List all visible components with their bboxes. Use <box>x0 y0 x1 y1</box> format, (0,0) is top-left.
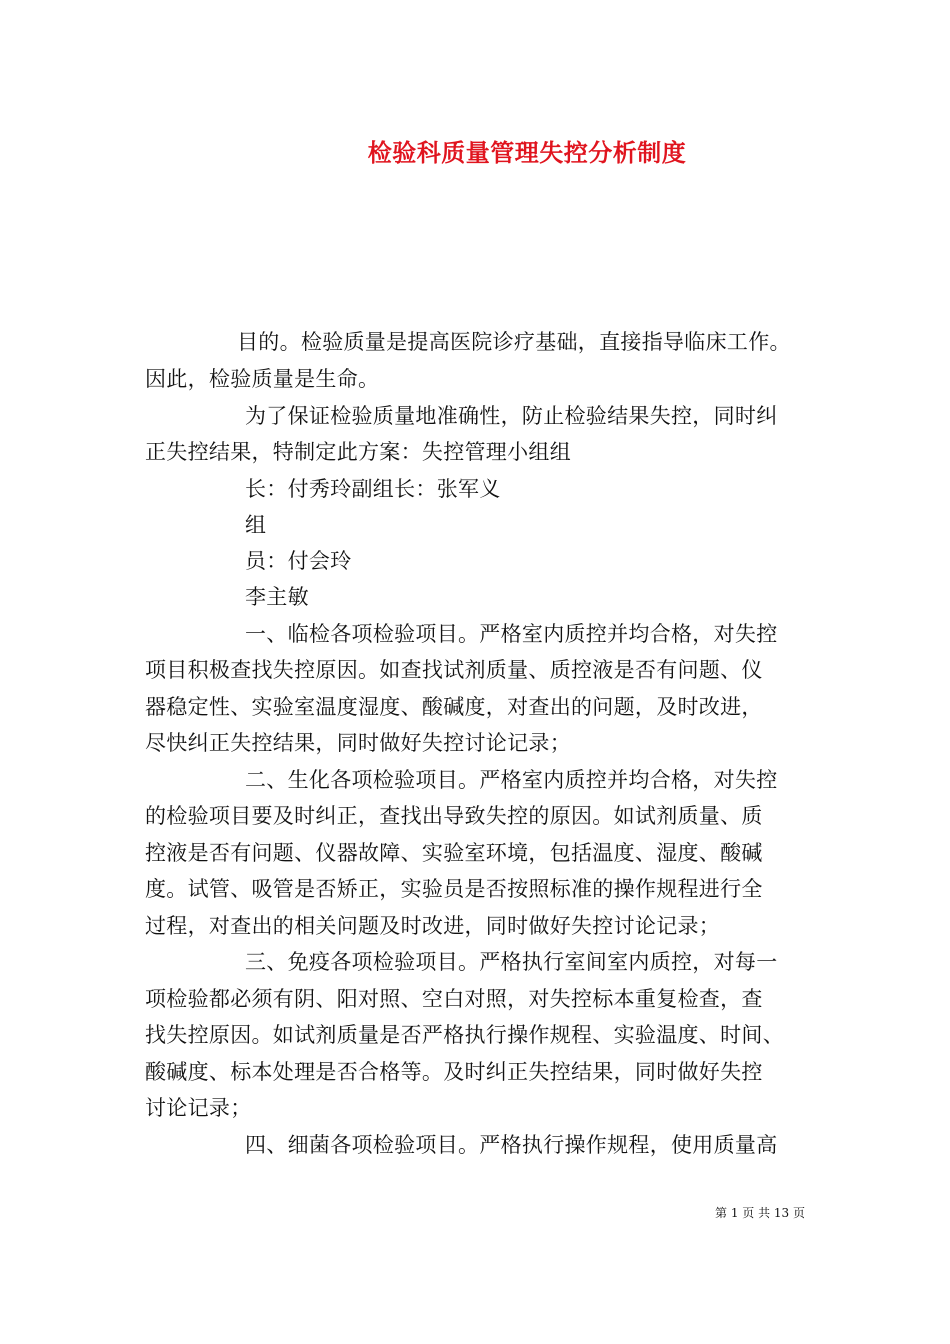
body-line-20: 找失控原因。如试剂质量是否严格执行操作规程、实验温度、时间、 <box>145 1023 784 1047</box>
body-line-5: 长：付秀玲副组长：张军义 <box>245 477 501 501</box>
body-line-17: 过程，对查出的相关问题及时改进，同时做好失控讨论记录； <box>145 914 721 938</box>
body-line-1: 目的。检验质量是提高医院诊疗基础，直接指导临床工作。 <box>237 330 791 354</box>
body-line-19: 项检验都必须有阴、阳对照、空白对照，对失控标本重复检查，查 <box>145 987 763 1011</box>
document-title: 检验科质量管理失控分析制度 <box>367 138 687 167</box>
body-line-18: 三、免疫各项检验项目。严格执行室间室内质控，对每一 <box>245 950 778 974</box>
body-line-8: 李主敏 <box>245 585 309 609</box>
body-line-21: 酸碱度、标本处理是否合格等。及时纠正失控结果，同时做好失控 <box>145 1060 763 1084</box>
body-line-15: 控液是否有问题、仪器故障、实验室环境，包括温度、湿度、酸碱 <box>145 841 763 865</box>
body-line-12: 尽快纠正失控结果，同时做好失控讨论记录； <box>145 731 571 755</box>
body-line-3: 为了保证检验质量地准确性，防止检验结果失控，同时纠 <box>245 404 778 428</box>
body-line-11: 器稳定性、实验室温度湿度、酸碱度，对查出的问题，及时改进， <box>145 695 763 719</box>
body-line-23: 四、细菌各项检验项目。严格执行操作规程，使用质量高 <box>245 1133 778 1157</box>
body-line-7: 员：付会玲 <box>245 549 352 573</box>
body-line-4: 正失控结果，特制定此方案：失控管理小组组 <box>145 440 571 464</box>
body-line-14: 的检验项目要及时纠正，查找出导致失控的原因。如试剂质量、质 <box>145 804 763 828</box>
body-line-13: 二、生化各项检验项目。严格室内质控并均合格，对失控 <box>245 768 778 792</box>
page-number-footer: 第 1 页 共 13 页 <box>715 1206 805 1220</box>
body-line-9: 一、临检各项检验项目。严格室内质控并均合格，对失控 <box>245 622 778 646</box>
body-line-22: 讨论记录； <box>145 1096 252 1120</box>
body-line-16: 度。试管、吸管是否矫正，实验员是否按照标准的操作规程进行全 <box>145 877 763 901</box>
body-line-6: 组 <box>245 513 267 537</box>
body-line-2: 因此，检验质量是生命。 <box>145 367 380 391</box>
body-line-10: 项目积极查找失控原因。如查找试剂质量、质控液是否有问题、仪 <box>145 658 763 682</box>
